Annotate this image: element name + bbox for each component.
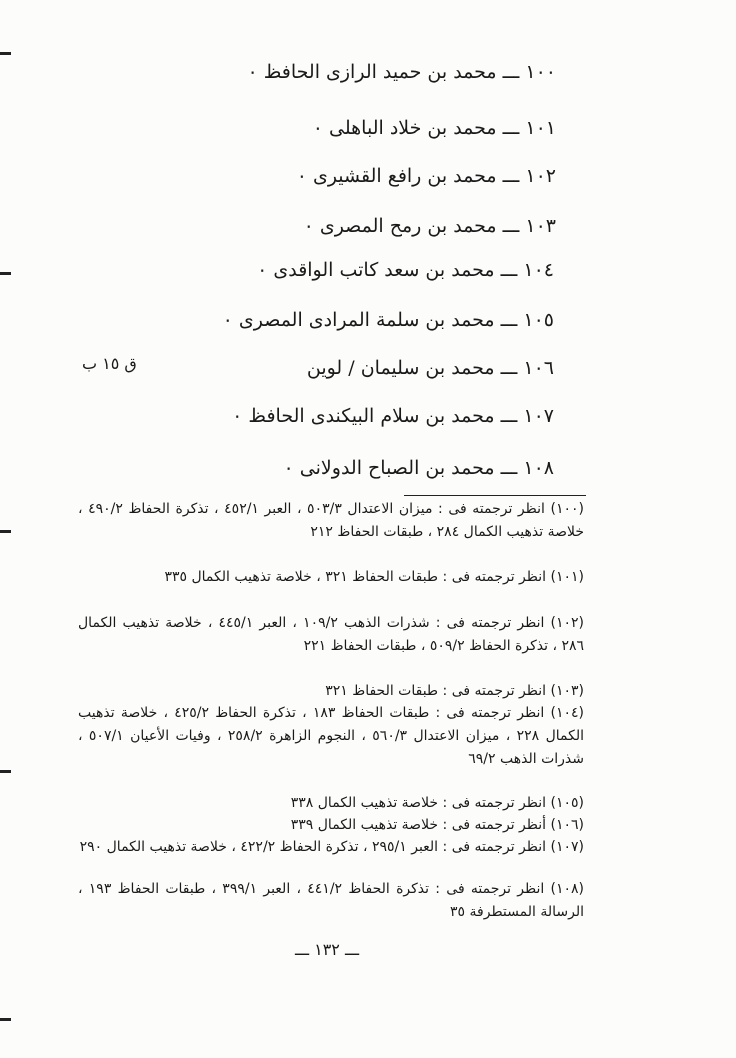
scan-mark <box>0 530 11 533</box>
entry-103: ١٠٣ ـــ محمد بن رمح المصرى ٠ <box>303 215 556 237</box>
footnote-100: (١٠٠) انظر ترجمته فى : ميزان الاعتدال ٥٠٣/٣ ، العبر ٤٥٢/١ ، تذكرة الحفاظ ٤٩٠/٢ ، خلاصة تذهيب الكمال ٢٨٤ ، طبقات الحفاظ ٢١٢ <box>78 501 584 540</box>
scan-mark <box>0 770 11 773</box>
scan-mark <box>0 1018 11 1021</box>
entry-108: ١٠٨ ـــ محمد بن الصباح الدولانى ٠ <box>283 457 554 479</box>
entry-100: ١٠٠ ـــ محمد بن حميد الرازى الحافظ ٠ <box>247 61 556 83</box>
entry-105: ١٠٥ ـــ محمد بن سلمة المرادى المصرى ٠ <box>222 309 554 331</box>
entry-106: ١٠٦ ـــ محمد بن سليمان / لوين <box>306 357 554 379</box>
entry-101: ١٠١ ـــ محمد بن خلاد الباهلى ٠ <box>312 117 556 139</box>
scan-mark <box>0 52 11 55</box>
footnote-105: (١٠٥) انظر ترجمته فى : خلاصة تذهيب الكمال ٣٣٨ <box>290 795 584 811</box>
footnote-103: (١٠٣) انظر ترجمته فى : طبقات الحفاظ ٣٢١ <box>325 683 584 699</box>
footnote-separator <box>404 495 586 496</box>
scan-mark <box>0 272 11 275</box>
footnote-106: (١٠٦) أنظر ترجمته فى : خلاصة تذهيب الكمال ٣٣٩ <box>290 817 584 833</box>
footnote-102: (١٠٢) انظر ترجمته فى : شذرات الذهب ١٠٩/٢ ، العبر ٤٤٥/١ ، خلاصة تذهيب الكمال ٢٨٦ ، تذكرة الحفاظ ٥٠٩/٢ ، طبقات الحفاظ ٢٢١ <box>78 615 584 654</box>
entry-107: ١٠٧ ـــ محمد بن سلام البيكندى الحافظ ٠ <box>232 405 554 427</box>
manuscript-folio-note: ق ١٥ ب <box>82 354 137 373</box>
entry-102: ١٠٢ ـــ محمد بن رافع القشيرى ٠ <box>296 165 556 187</box>
footnote-108: (١٠٨) انظر ترجمته فى : تذكرة الحفاظ ٤٤١/٢ ، العبر ٣٩٩/١ ، طبقات الحفاظ ١٩٣ ، الرسالة المستطرفة ٣٥ <box>78 881 585 920</box>
footnote-104: (١٠٤) انظر ترجمته فى : طبقات الحفاظ ١٨٣ ، تذكرة الحفاظ ٤٢٥/٢ ، خلاصة تذهيب الكمال ٢٢٨ ، ميزان الاعتدال ٥٦٠/٣ ، النجوم الزاهرة ٢٥٨/٢ ، وفيات الأعيان ٥٠٧/١ ، شذرات الذهب ٦٩/٢ <box>78 705 584 767</box>
entry-104: ١٠٤ ـــ محمد بن سعد كاتب الواقدى ٠ <box>257 259 554 281</box>
page-number: ـــ ١٣٢ ـــ <box>294 940 360 959</box>
footnote-107: (١٠٧) انظر ترجمته فى : العبر ٢٩٥/١ ، تذكرة الحفاظ ٤٢٢/٢ ، خلاصة تذهيب الكمال ٢٩٠ <box>79 839 584 855</box>
footnote-101: (١٠١) انظر ترجمته فى : طبقات الحفاظ ٣٢١ ، خلاصة تذهيب الكمال ٣٣٥ <box>164 569 584 585</box>
